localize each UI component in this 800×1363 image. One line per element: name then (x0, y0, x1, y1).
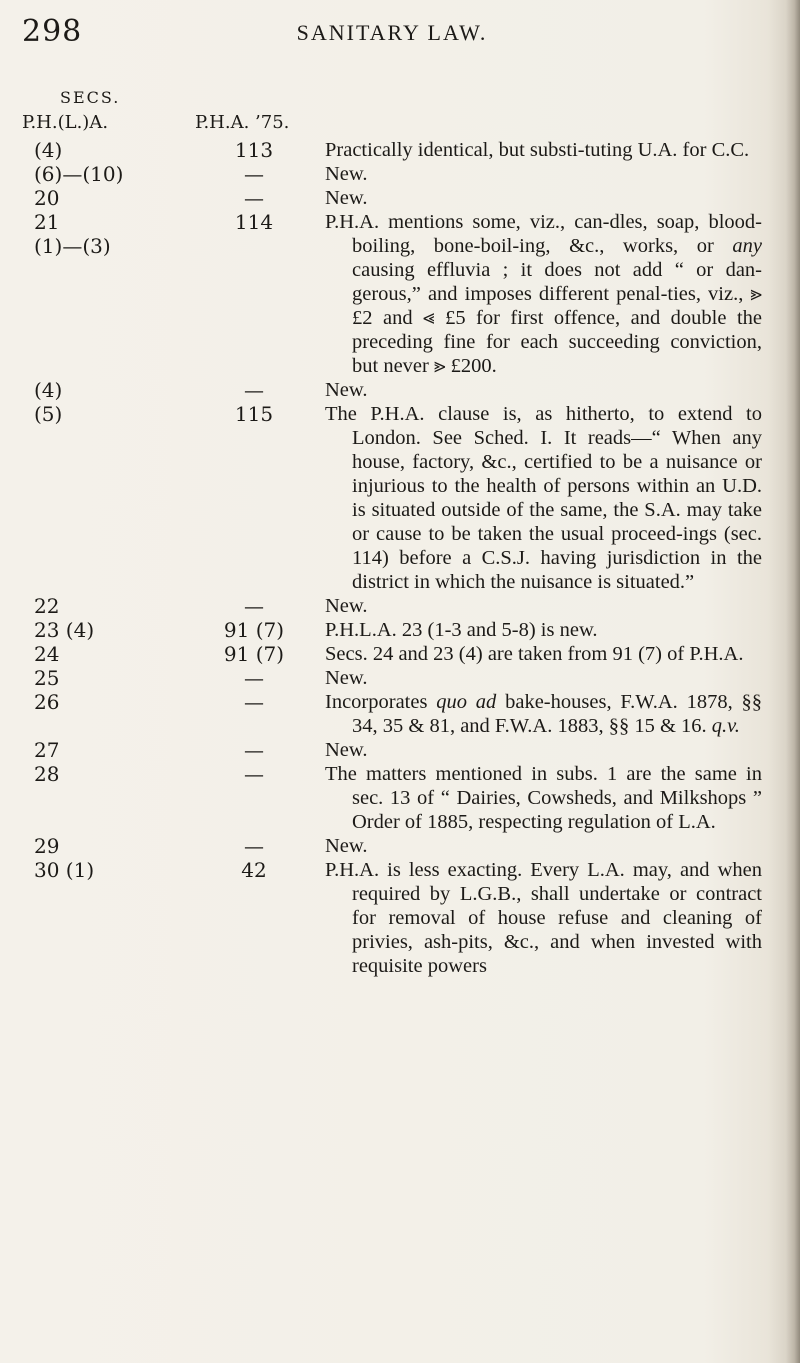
row-description (325, 858, 762, 978)
left-section-number (34, 186, 59, 210)
row-description (325, 690, 762, 738)
left-section-secondary: (1)—(3) (34, 234, 111, 258)
table-row (0, 858, 800, 978)
row-description (325, 162, 762, 186)
row-description (325, 738, 762, 762)
row-description (325, 210, 762, 378)
row-description-text: The P.H.A. clause is, as hitherto, to extend to London. See Sched. I. It reads—“ When any house, factory, &c., certified to be a nuisance or injurious to the health of persons within an U.D. is situated outside of the same, the S.A. may take or cause to be taken the usual proceed-ings (sec. 114) before a C.S.J. having jurisdiction in the district in which the nuisance is situated.” (325, 403, 762, 593)
row-description (325, 186, 762, 210)
page-number: 298 (22, 14, 83, 49)
row-description-text: Incorporates quo ad bake-houses, F.W.A. 1878, §§ 34, 35 & 81, and F.W.A. 1883, §§ 15 & 16. q.v. (325, 691, 762, 737)
middle-section-number: 42 (241, 858, 267, 882)
row-description-text: New. (325, 739, 368, 761)
left-section-primary: 23 (4) (34, 618, 95, 642)
left-section-primary: 25 (34, 666, 60, 690)
table-row (0, 378, 800, 402)
middle-section-number: — (244, 690, 264, 714)
left-section-number (34, 162, 123, 186)
left-section-primary: 21 (34, 210, 60, 234)
row-description-text: New. (325, 187, 368, 209)
table-row (0, 186, 800, 210)
table-row (0, 162, 800, 186)
table-row (0, 642, 800, 666)
row-description-text: P.H.L.A. 23 (1-3 and 5-8) is new. (325, 619, 598, 641)
left-section-primary: (6)—(10) (34, 162, 124, 186)
table-row (0, 210, 800, 378)
left-section-number (34, 378, 62, 402)
middle-section-number: — (244, 834, 264, 858)
table-row (0, 618, 800, 642)
row-description (325, 618, 762, 642)
left-section-primary: (5) (34, 402, 63, 426)
row-description (325, 642, 762, 666)
left-section-number (34, 666, 59, 690)
middle-section-number: 91 (7) (223, 618, 285, 642)
row-description (325, 138, 762, 162)
left-section-primary: (4) (34, 378, 63, 402)
left-section-number (34, 690, 59, 714)
left-act-heading: P.H.(L.)A. (22, 112, 109, 133)
left-section-number (34, 858, 94, 882)
left-section-primary: (4) (34, 138, 63, 162)
page-header (22, 14, 762, 54)
concordance-table (0, 138, 800, 978)
left-section-number (34, 738, 59, 762)
table-row (0, 138, 800, 162)
row-description-text: New. (325, 595, 368, 617)
running-title: SANITARY LAW. (296, 20, 488, 45)
left-section-number (34, 138, 62, 162)
left-section-primary: 22 (34, 594, 60, 618)
row-description-text: New. (325, 163, 368, 185)
row-description-text: Practically identical, but substi-tuting U.A. for C.C. (325, 139, 750, 161)
middle-section-number: — (244, 666, 264, 690)
left-section-primary: 30 (1) (34, 858, 95, 882)
middle-section-number: 115 (234, 402, 274, 426)
left-section-primary: 29 (34, 834, 60, 858)
middle-act-heading: P.H.A. ’75. (195, 112, 290, 133)
row-description (325, 834, 762, 858)
row-description-text: The matters mentioned in subs. 1 are the same in sec. 13 of “ Dairies, Cowsheds, and Milkshops ” Order of 1885, respecting regulation of L.A. (325, 763, 762, 833)
table-row (0, 762, 800, 834)
middle-section-number: 113 (234, 138, 274, 162)
row-description (325, 402, 762, 594)
left-section-number (34, 834, 59, 858)
row-description (325, 594, 762, 618)
row-description-text: Secs. 24 and 23 (4) are taken from 91 (7) of P.H.A. (325, 643, 744, 665)
middle-section-number: 114 (234, 210, 274, 234)
row-description (325, 378, 762, 402)
left-section-number (34, 762, 59, 786)
middle-section-number: — (244, 594, 264, 618)
middle-section-number: 91 (7) (223, 642, 285, 666)
row-description (325, 666, 762, 690)
table-row (0, 402, 800, 594)
middle-section-number: — (244, 738, 264, 762)
row-description-text: New. (325, 835, 368, 857)
table-row (0, 834, 800, 858)
left-section-number (34, 642, 59, 666)
middle-section-number: — (244, 162, 264, 186)
middle-section-number: — (244, 186, 264, 210)
left-section-number (34, 210, 111, 258)
row-description-text: New. (325, 379, 368, 401)
row-description (325, 762, 762, 834)
table-row (0, 738, 800, 762)
left-section-primary: 26 (34, 690, 60, 714)
table-row (0, 594, 800, 618)
row-description-text: P.H.A. is less exacting. Every L.A. may, and when required by L.G.B., shall undertake or contract for removal of house refuse and cleaning of privies, ash-pits, &c., and when invested with requisite powers (325, 859, 762, 977)
left-section-primary: 24 (34, 642, 60, 666)
left-section-number (34, 402, 62, 426)
left-section-number (34, 594, 59, 618)
table-row (0, 690, 800, 738)
row-description-text: New. (325, 667, 368, 689)
middle-section-number: — (244, 378, 264, 402)
left-section-primary: 20 (34, 186, 60, 210)
left-section-number (34, 618, 94, 642)
left-section-primary: 28 (34, 762, 60, 786)
left-section-primary: 27 (34, 738, 60, 762)
table-row (0, 666, 800, 690)
secs-column-heading: SECS. (60, 88, 121, 107)
row-description-text: P.H.A. mentions some, viz., can-dles, soap, blood-boiling, bone-boil-ing, &c., works, or any causing effluvia ; it does not add “ or dan-gerous,” and imposes different penal-ties, viz., ⪢ £2 and ⪡ £5 for first offence, and double the preceding fine for each succeeding conviction, but never ⪢ £200. (325, 211, 762, 377)
middle-section-number: — (244, 762, 264, 786)
